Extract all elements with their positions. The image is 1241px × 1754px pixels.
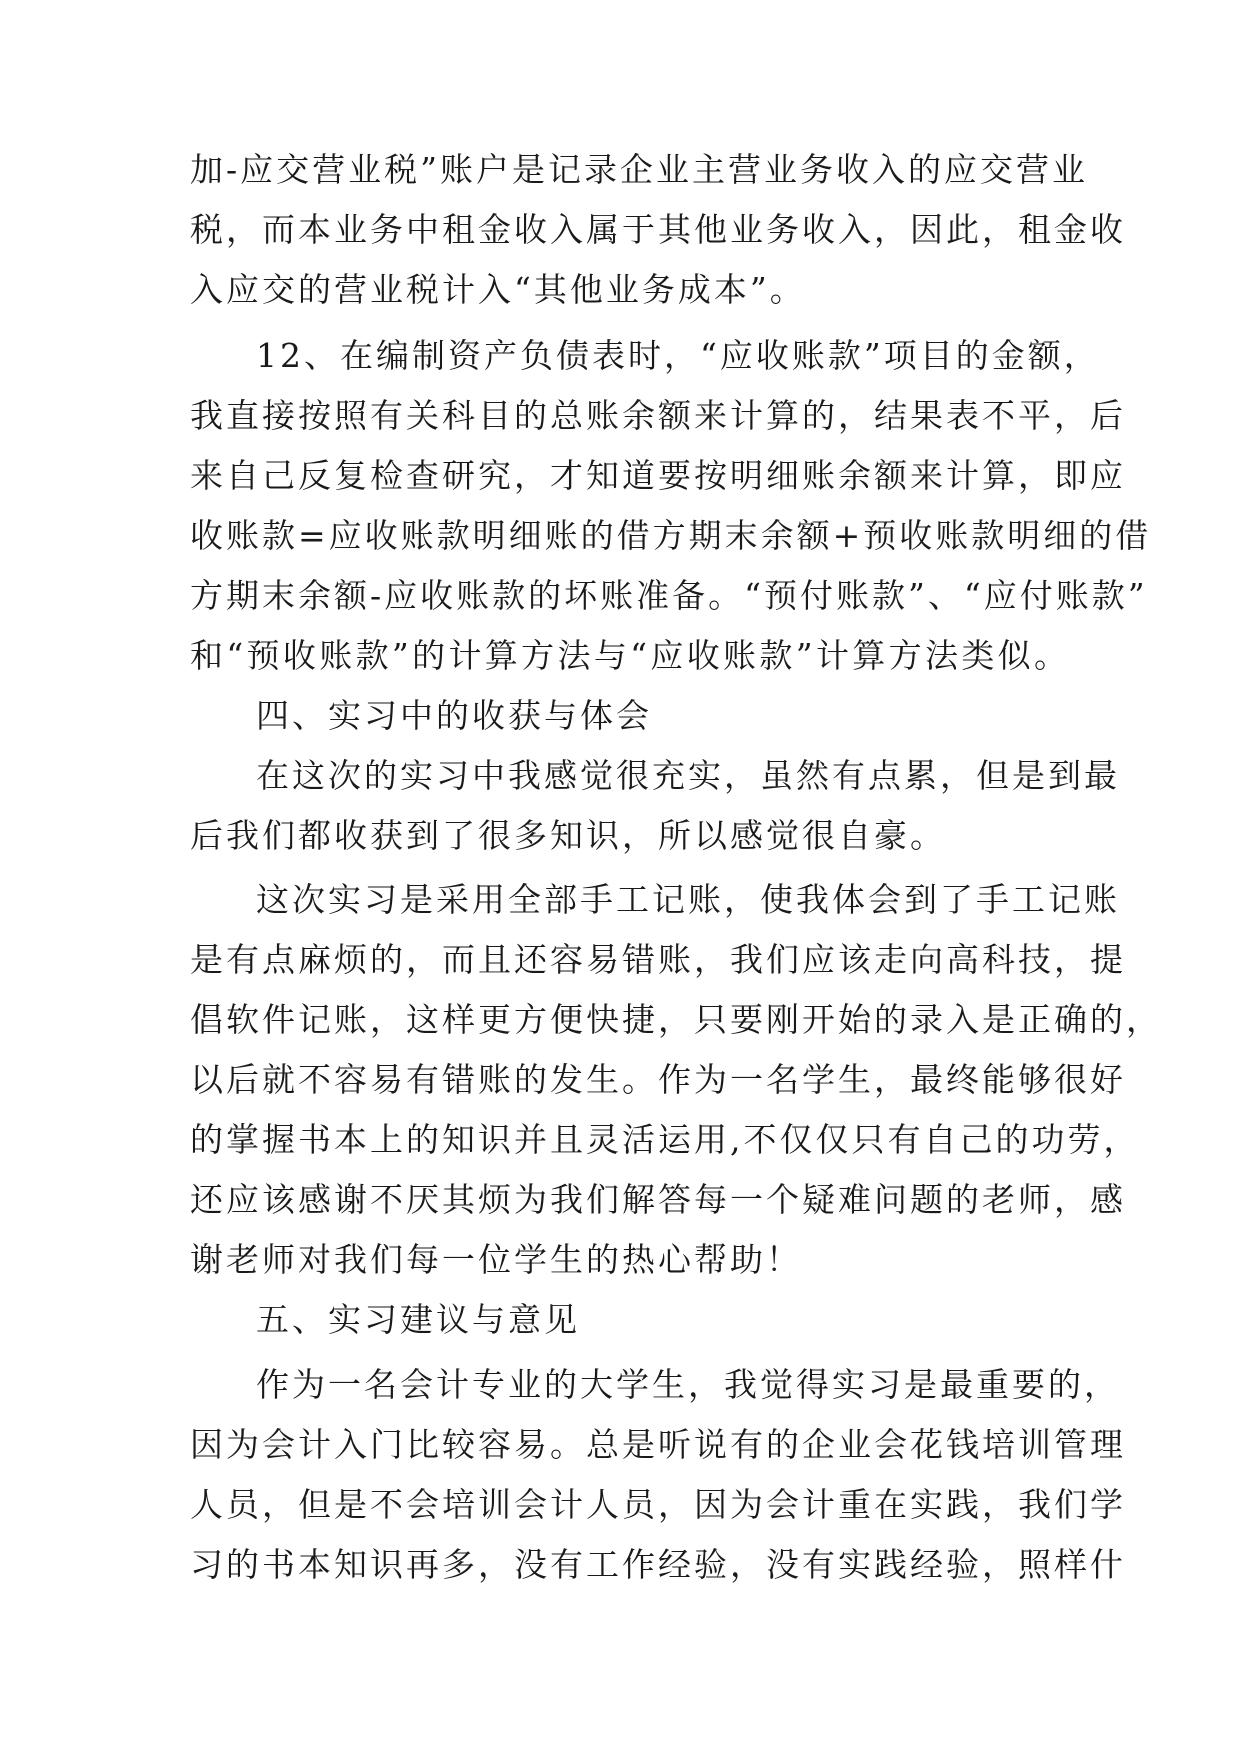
text-line: 的掌握书本上的知识并且灵活运用,不仅仅只有自己的功劳， <box>190 1120 1140 1159</box>
text-line: 习的书本知识再多，没有工作经验，没有实践经验，照样什 <box>190 1545 1126 1584</box>
text-line: 因为会计入门比较容易。总是听说有的企业会花钱培训管理 <box>190 1425 1126 1464</box>
text-line: 倡软件记账，这样更方便快捷，只要刚开始的录入是正确的， <box>190 1000 1162 1039</box>
text-line: 是有点麻烦的，而且还容易错账，我们应该走向高科技，提 <box>190 940 1126 979</box>
text-line: 在这次的实习中我感觉很充实，虽然有点累，但是到最 <box>256 756 1120 795</box>
text-line: 加-应交营业税”账户是记录企业主营业务收入的应交营业 <box>190 150 1089 189</box>
text-line: 税，而本业务中租金收入属于其他业务收入，因此，租金收 <box>190 210 1126 249</box>
section-heading: 四、实习中的收获与体会 <box>256 696 652 735</box>
text-line: 人员，但是不会培训会计人员，因为会计重在实践，我们学 <box>190 1485 1126 1524</box>
text-line: 收账款=应收账款明细账的借方期末余额+预收账款明细的借 <box>190 516 1152 555</box>
text-line: 12、在编制资产负债表时，“应收账款”项目的金额， <box>256 336 1100 375</box>
section-heading: 五、实习建议与意见 <box>256 1300 580 1339</box>
text-line: 入应交的营业税计入“其他业务成本”。 <box>190 270 806 309</box>
text-line: 后我们都收获到了很多知识，所以感觉很自豪。 <box>190 816 946 855</box>
text-line: 谢老师对我们每一位学生的热心帮助！ <box>190 1240 802 1279</box>
text-line: 和“预收账款”的计算方法与“应收账款”计算方法类似。 <box>190 636 1070 675</box>
text-line: 这次实习是采用全部手工记账，使我体会到了手工记账 <box>256 880 1120 919</box>
text-line: 作为一名会计专业的大学生，我觉得实习是最重要的， <box>256 1365 1120 1404</box>
text-line: 来自己反复检查研究，才知道要按明细账余额来计算，即应 <box>190 456 1126 495</box>
text-line: 以后就不容易有错账的发生。作为一名学生，最终能够很好 <box>190 1060 1126 1099</box>
text-line: 还应该感谢不厌其烦为我们解答每一个疑难问题的老师，感 <box>190 1180 1126 1219</box>
text-line: 我直接按照有关科目的总账余额来计算的，结果表不平，后 <box>190 396 1126 435</box>
text-line: 方期末余额-应收账款的坏账准备。“预付账款”、“应付账款” <box>190 576 1148 615</box>
